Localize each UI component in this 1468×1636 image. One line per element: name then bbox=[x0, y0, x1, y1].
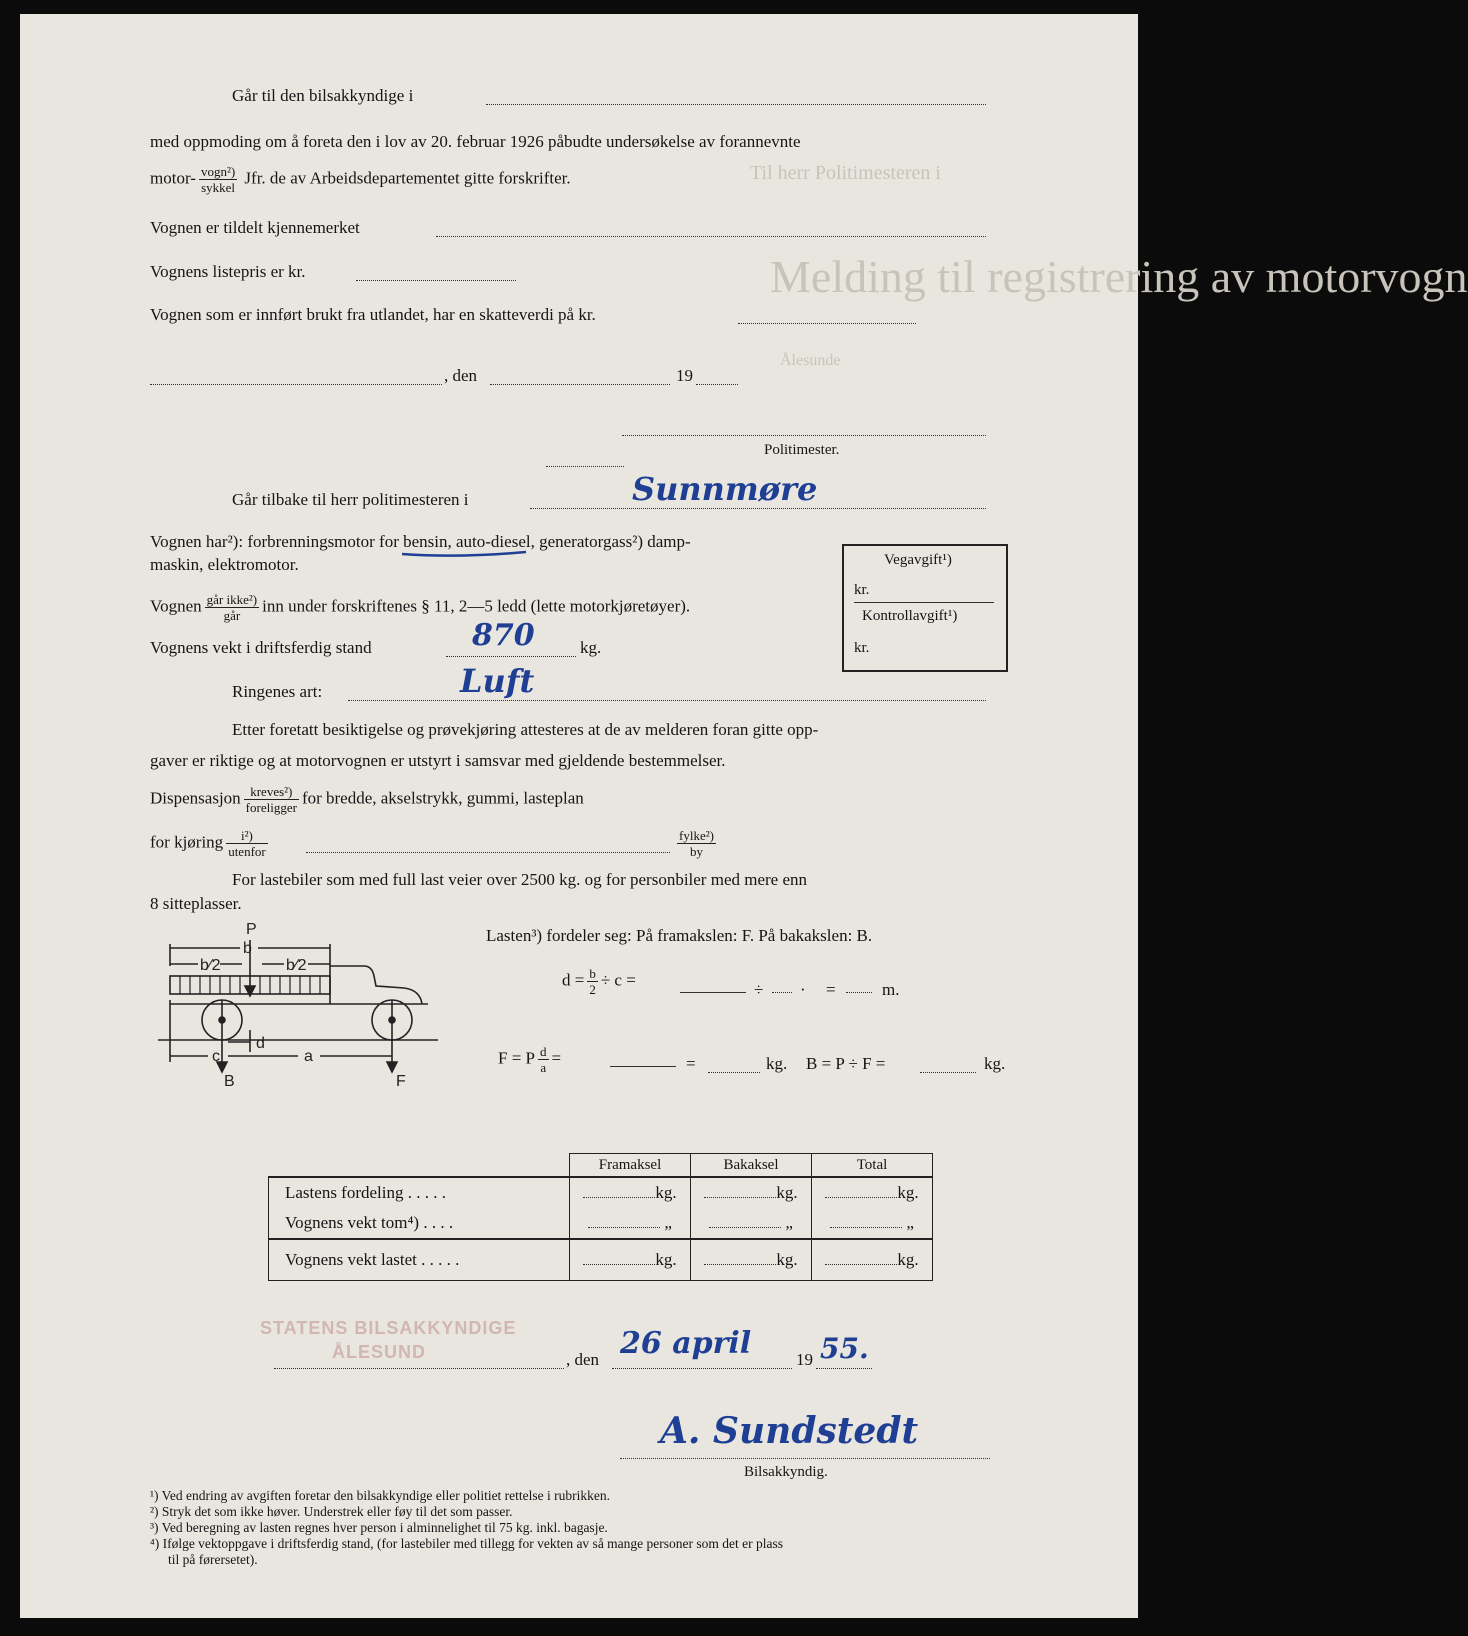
d-formula-unit: m. bbox=[882, 980, 900, 999]
weight-unit: kg. bbox=[580, 638, 602, 657]
row-label: Vognens vekt tom⁴) . . . . bbox=[269, 1208, 570, 1239]
frac-num: b bbox=[589, 966, 596, 981]
table-cell[interactable]: kg. bbox=[691, 1177, 812, 1208]
table-cell[interactable]: „ bbox=[812, 1208, 933, 1239]
tyres-field[interactable] bbox=[348, 700, 986, 701]
frac-den: 2 bbox=[589, 982, 596, 997]
handwritten-weight: 870 bbox=[472, 618, 535, 653]
inspector-signature-field[interactable] bbox=[620, 1458, 990, 1459]
return-place-field[interactable] bbox=[530, 508, 986, 509]
top-line-3 bbox=[150, 164, 571, 195]
vegavgift-kr: kr. bbox=[854, 582, 870, 598]
d-formula-mid: ÷ c = bbox=[600, 970, 636, 990]
b-formula-unit: kg. bbox=[984, 1054, 1006, 1073]
inspector-den: , den bbox=[566, 1350, 600, 1369]
vehicle-type-fraction bbox=[199, 164, 237, 195]
inspector-signature-label: Bilsakkyndig. bbox=[744, 1464, 828, 1480]
show-through-title: Melding til registrering av motorvogn bbox=[770, 251, 1468, 302]
diagram-label-b: b bbox=[243, 940, 252, 957]
frac-num: kreves²) bbox=[244, 784, 299, 800]
top-line-2: med oppmoding om å foreta den i lov av 20. februar 1926 påbudte undersøkelse av forannevnte bbox=[150, 132, 801, 151]
f-result-field[interactable] bbox=[708, 1072, 760, 1073]
frac-num: fylke²) bbox=[679, 828, 714, 843]
diagram-label-b2-right: b⁄2 bbox=[286, 957, 307, 974]
d-field-3[interactable] bbox=[846, 992, 872, 993]
return-line-1: Går tilbake til herr politimesteren i bbox=[232, 490, 469, 509]
drive-fraction bbox=[226, 828, 268, 859]
frac-den: by bbox=[689, 844, 703, 859]
f-formula bbox=[498, 1044, 561, 1075]
police-date-den: , den bbox=[444, 366, 478, 385]
drive-prefix: for kjøring bbox=[150, 832, 224, 852]
d-formula-dot: · bbox=[800, 980, 806, 999]
frac-num: d bbox=[540, 1044, 547, 1059]
d-formula-eq: = bbox=[826, 980, 836, 999]
d-fraction bbox=[587, 966, 598, 997]
price-label: Vognens listepris er kr. bbox=[150, 262, 306, 281]
diagram-label-F: F bbox=[396, 1073, 406, 1090]
class-fraction bbox=[205, 592, 259, 623]
f-formula-eq2: = bbox=[686, 1054, 696, 1073]
inspector-year-prefix: 19 bbox=[796, 1350, 813, 1369]
frac-den: foreligger bbox=[245, 800, 297, 815]
table-cell[interactable]: kg. bbox=[691, 1239, 812, 1281]
price-field[interactable] bbox=[356, 280, 516, 281]
engine-line-2: maskin, elektromotor. bbox=[150, 555, 299, 574]
b-result-field[interactable] bbox=[920, 1072, 976, 1073]
class-prefix: Vognen bbox=[150, 596, 202, 616]
weight-table bbox=[268, 1153, 933, 1281]
police-year-label: 19 bbox=[676, 366, 693, 385]
drive-field[interactable] bbox=[306, 852, 670, 853]
drive-end bbox=[674, 828, 719, 859]
table-row bbox=[269, 1239, 933, 1281]
diagram-label-d: d bbox=[256, 1035, 265, 1052]
police-date-field[interactable] bbox=[490, 384, 670, 385]
footnote-4b: til på førersetet). bbox=[168, 1552, 258, 1567]
header-total: Total bbox=[812, 1154, 933, 1178]
row-label: Vognens vekt lastet . . . . . bbox=[269, 1239, 570, 1281]
table-cell[interactable]: kg. bbox=[812, 1239, 933, 1281]
footnote-2: ²) Stryk det som ikke høver. Understrek eller føy til det som passer. bbox=[150, 1504, 513, 1519]
show-through-line1: Til herr Politimesteren i bbox=[750, 162, 941, 184]
inspector-place-field[interactable] bbox=[274, 1368, 564, 1369]
diagram-label-a: a bbox=[304, 1048, 313, 1065]
frac-num: går ikke²) bbox=[206, 592, 258, 607]
header-bakaksel: Bakaksel bbox=[691, 1154, 812, 1178]
fee-divider bbox=[854, 602, 994, 603]
regulation-text: Jfr. de av Arbeidsdepartementet gitte forskrifter. bbox=[244, 168, 571, 188]
attest-line-1: Etter foretatt besiktigelse og prøvekjøring attesteres at de av melderen foran gitte opp- bbox=[232, 720, 819, 739]
table-cell[interactable]: kg. bbox=[570, 1239, 691, 1281]
weight-label: Vognens vekt i driftsferdig stand bbox=[150, 638, 372, 657]
inspector-year-field[interactable] bbox=[816, 1368, 872, 1369]
f-fraction bbox=[538, 1044, 549, 1075]
f-formula-unit: kg. bbox=[766, 1054, 788, 1073]
attest-line-2: gaver er riktige og at motorvognen er utstyrt i samsvar med gjeldende bestemmelser. bbox=[150, 751, 726, 770]
plate-field[interactable] bbox=[436, 236, 986, 237]
police-signature-field[interactable] bbox=[622, 435, 986, 436]
table-cell[interactable]: kg. bbox=[570, 1177, 691, 1208]
table-cell[interactable]: „ bbox=[691, 1208, 812, 1239]
dispensation-line bbox=[150, 784, 584, 815]
header-framaksel: Framaksel bbox=[570, 1154, 691, 1178]
diagram-label-c: c bbox=[212, 1048, 220, 1065]
inspector-date-field[interactable] bbox=[612, 1368, 792, 1369]
frac-den: a bbox=[540, 1060, 547, 1075]
truck-line-1: For lastebiler som med full last veier over 2500 kg. og for personbiler med mere enn bbox=[232, 870, 808, 889]
b-formula: B = P ÷ F = bbox=[806, 1054, 886, 1073]
d-formula-left: d = bbox=[562, 970, 585, 990]
f-formula-eq: = bbox=[551, 1048, 562, 1068]
underline-mark bbox=[400, 548, 530, 562]
vegavgift-label: Vegavgift¹) bbox=[884, 552, 952, 568]
handwritten-place: Sunnmøre bbox=[632, 470, 818, 508]
d-field-1[interactable] bbox=[680, 992, 746, 993]
table-row bbox=[269, 1208, 933, 1239]
show-through-line2: Ålesunde bbox=[780, 352, 841, 369]
f-formula-left: F = P bbox=[498, 1048, 535, 1068]
frac-num: i²) bbox=[226, 828, 268, 844]
load-text: Lasten³) fordeler seg: På framakslen: F. På bakakslen: B. bbox=[486, 926, 873, 945]
d-formula bbox=[562, 966, 636, 997]
disp-suffix: for bredde, akselstrykk, gummi, lasteplan bbox=[301, 788, 584, 808]
d-formula-op: ÷ bbox=[754, 980, 764, 999]
handwritten-signature: A. Sundstedt bbox=[660, 1410, 919, 1452]
weight-field[interactable] bbox=[446, 656, 576, 657]
disp-prefix: Dispensasjon bbox=[150, 788, 241, 808]
table-cell[interactable]: „ bbox=[570, 1208, 691, 1239]
handwritten-tyres: Luft bbox=[460, 662, 535, 700]
class-line bbox=[150, 592, 690, 623]
plate-label: Vognen er tildelt kjennemerket bbox=[150, 218, 360, 237]
footnote-4a: ⁴) Ifølge vektoppgave i driftsferdig stand, (for lastebiler med tillegg for vekten av så mange personer som det er plass bbox=[150, 1536, 784, 1551]
kontrollavgift-label: Kontrollavgift¹) bbox=[862, 608, 958, 624]
footnote-3: ³) Ved beregning av lasten regnes hver person i alminnelighet til 75 kg. inkl. bagasje. bbox=[150, 1520, 608, 1535]
form-sheet bbox=[20, 14, 1468, 1618]
motor-prefix: motor- bbox=[150, 168, 196, 188]
diagram-label-b2-left: b⁄2 bbox=[200, 957, 221, 974]
frac-num: vogn²) bbox=[200, 164, 236, 179]
row-label: Lastens fordeling . . . . . bbox=[269, 1177, 570, 1208]
kontrollavgift-kr: kr. bbox=[854, 640, 870, 656]
handwritten-year: 55. bbox=[820, 1332, 869, 1365]
top-line-1: Går til den bilsakkyndige i bbox=[232, 86, 414, 105]
drive-end-fraction bbox=[677, 828, 716, 859]
truck-diagram bbox=[158, 920, 458, 1090]
police-year-field[interactable] bbox=[696, 384, 738, 385]
table-row bbox=[269, 1177, 933, 1208]
drive-line bbox=[150, 828, 271, 859]
separator-short bbox=[546, 466, 624, 467]
frac-den: utenfor bbox=[228, 844, 266, 859]
fee-box bbox=[842, 544, 1008, 672]
police-signature-label: Politimester. bbox=[764, 442, 840, 458]
frac-den: sykkel bbox=[201, 180, 236, 195]
f-field[interactable] bbox=[610, 1066, 676, 1067]
tyres-label: Ringenes art: bbox=[232, 682, 323, 701]
engine-line-1: Vognen har²): forbrenningsmotor for bensin, auto-diesel, generatorgass²) damp- bbox=[150, 532, 691, 551]
police-place-field[interactable] bbox=[150, 384, 442, 385]
table-header-row bbox=[269, 1154, 933, 1178]
tax-value-field[interactable] bbox=[738, 323, 916, 324]
stamp-line-1: STATENS BILSAKKYNDIGE bbox=[260, 1318, 517, 1338]
disp-fraction bbox=[244, 784, 299, 815]
place-field[interactable] bbox=[486, 104, 986, 105]
frac-den: går bbox=[223, 608, 241, 623]
d-field-2[interactable] bbox=[772, 992, 792, 993]
footnote-1: ¹) Ved endring av avgiften foretar den bilsakkyndige eller politiet rettelse i rubrikken. bbox=[150, 1488, 611, 1503]
table-cell[interactable]: kg. bbox=[812, 1177, 933, 1208]
tax-value-label: Vognen som er innført brukt fra utlandet, har en skatteverdi på kr. bbox=[150, 305, 596, 324]
stamp-line-2: ÅLESUND bbox=[332, 1342, 427, 1362]
handwritten-date: 26 april bbox=[620, 1326, 752, 1361]
class-suffix: inn under forskriftenes § 11, 2—5 ledd (lette motorkjøretøyer). bbox=[262, 596, 691, 616]
diagram-label-B: B bbox=[224, 1073, 235, 1090]
diagram-label-P: P bbox=[246, 921, 257, 938]
truck-line-2: 8 sitteplasser. bbox=[150, 894, 242, 913]
